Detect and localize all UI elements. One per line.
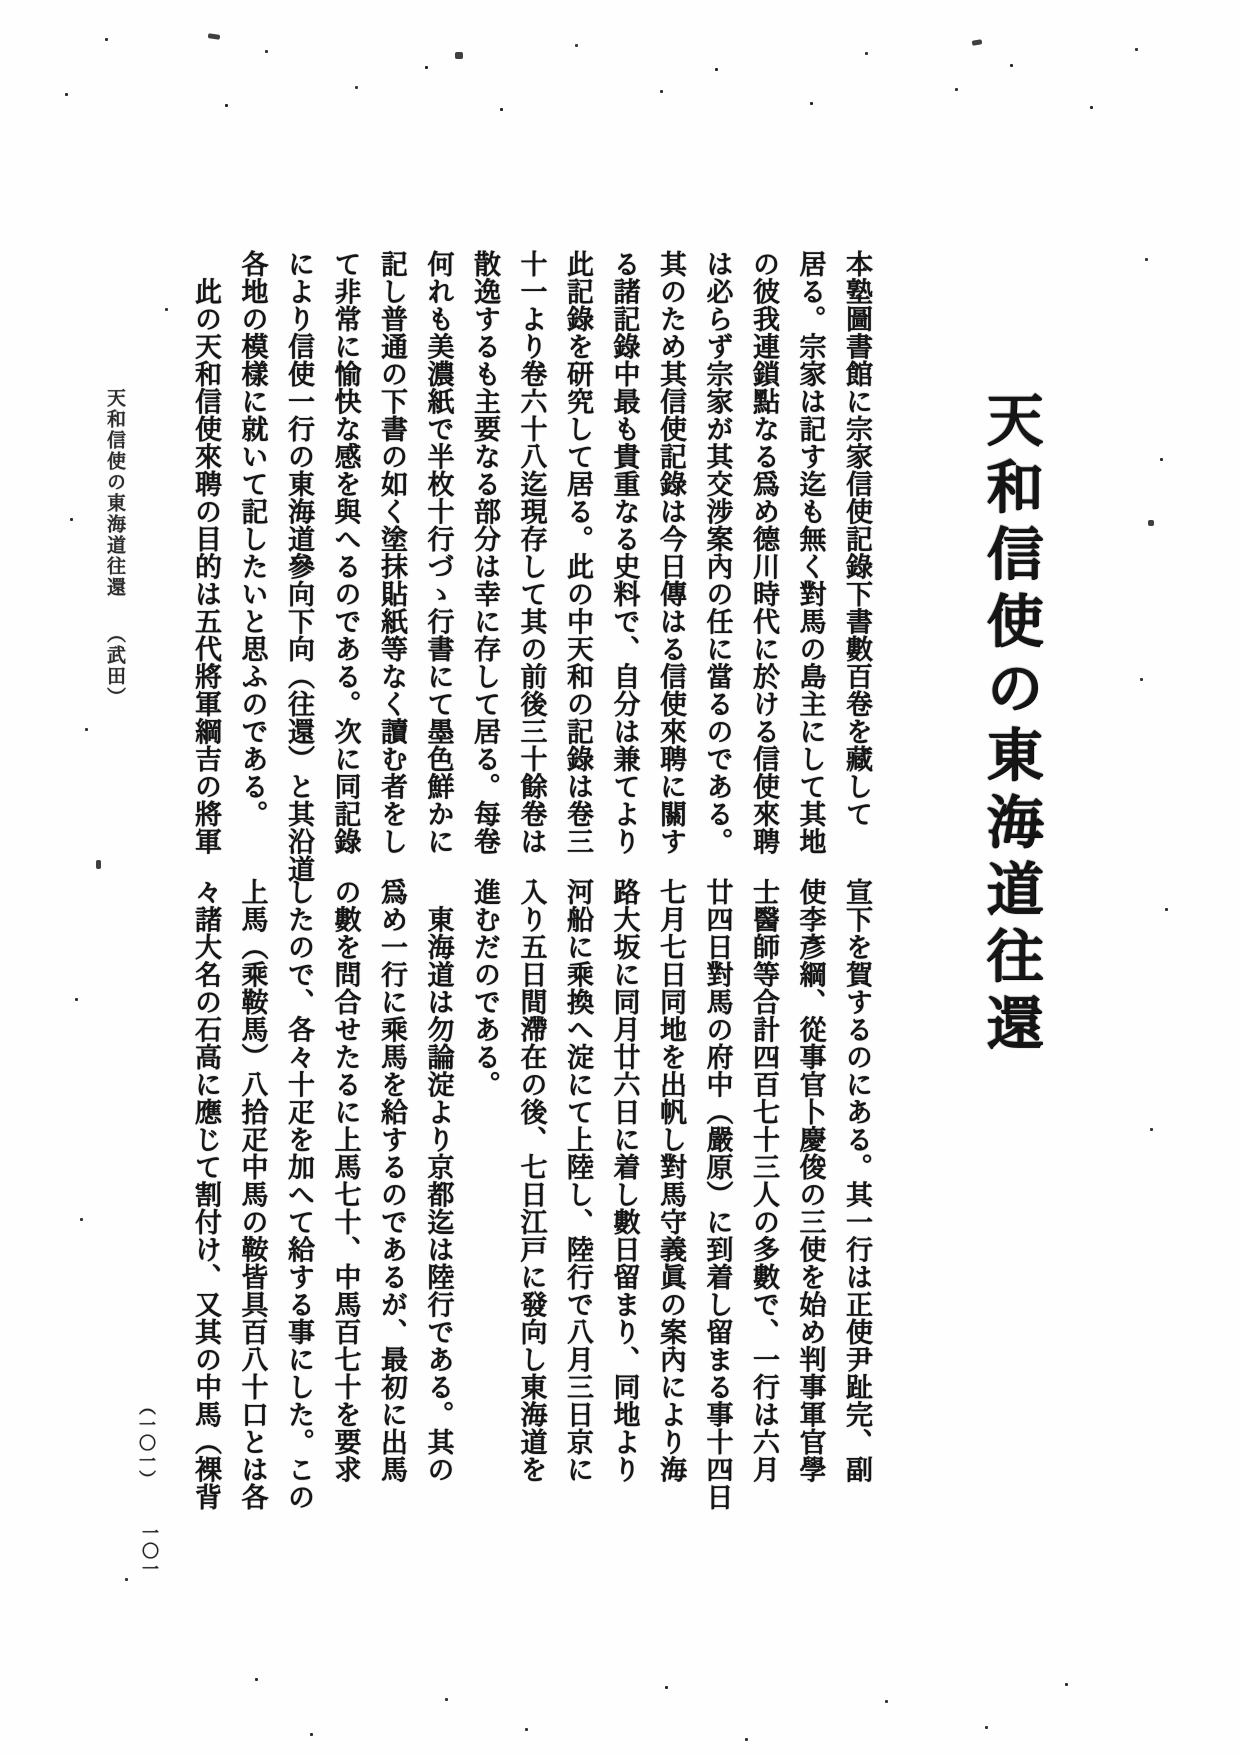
text-block-lower [178, 878, 880, 1583]
text-column: 河船に乘換へ淀にて上陸し、陸行で八月三日京に [563, 878, 593, 1483]
text-column: 廿四日對馬の府中（嚴原）に到着し留まる事十四日 [702, 878, 733, 1511]
text-column: 上馬（乘鞍馬）八拾疋中馬の鞍皆具百八十口とは各 [237, 878, 268, 1511]
text-column: により信使一行の東海道參向下向（往還）と其沿道 [284, 250, 314, 883]
page-number-inner: 一〇一 [139, 1524, 158, 1578]
text-column: 居る。宗家は記す迄も無く對馬の島主にして其地 [795, 250, 826, 855]
text-column: 本塾圖書館に宗家信使記錄下書數百卷を藏して [842, 250, 872, 828]
text-column: 士醫師等合計四百七十三人の多數で、一行は六月 [749, 878, 779, 1483]
text-column: 宣下を賀するのにある。其一行は正使尹趾完、副 [842, 878, 872, 1483]
text-column: 十一より卷六十八迄現存して其の前後三十餘卷は [516, 250, 547, 855]
author-label: （武田） [104, 624, 125, 708]
text-column: る諸記錄中最も貴重なる史料で、自分は兼てより [609, 250, 640, 855]
text-column: 進むだのである。 [470, 878, 500, 1098]
text-column: 散逸するも主要なる部分は幸に存して居る。每卷 [470, 250, 500, 855]
running-title [101, 388, 128, 848]
text-column: 各地の模樣に就いて記したいと思ふのである。 [237, 250, 268, 828]
text-column: 路大坂に同月廿六日に着し數日留まり、同地より [609, 878, 640, 1483]
scan-smudge [96, 860, 101, 869]
scan-noise [105, 38, 108, 41]
scan-smudge [208, 33, 221, 40]
text-block-upper [178, 250, 880, 905]
text-column: の彼我連鎖點なる爲め德川時代に於ける信使來聘 [749, 250, 779, 855]
text-column: て非常に愉快な感を與へるのである。次に同記錄 [330, 250, 361, 855]
running-title-text: 天和信使の東海道往還 [104, 388, 125, 598]
text-column: 使李彥綱、從事官卜慶俊の三使を始め判事軍官學 [795, 878, 826, 1483]
scan-smudge [1148, 520, 1154, 526]
text-column: 記し普通の下書の如く塗抹貼紙等なく讀む者をし [377, 250, 407, 855]
text-column: は必らず宗家が其交涉案內の任に當るのである。 [702, 250, 733, 855]
text-column: 其のため其信使記錄は今日傳はる信使來聘に關す [656, 250, 686, 855]
text-column: の數を問合せたるに上馬七十、中馬百七十を要求 [330, 878, 361, 1483]
text-column: 東海道は勿論淀より京都迄は陸行である。其の [423, 878, 454, 1483]
scan-smudge [455, 52, 463, 59]
text-column: 入り五日間滯在の後、七日江戸に發向し東海道を [516, 878, 547, 1483]
text-column: 爲め一行に乘馬を給するのであるが、最初に出馬 [377, 878, 407, 1483]
text-column: したので、各々十疋を加へて給する事にした。この [284, 878, 314, 1511]
scan-smudge [972, 39, 983, 46]
text-column: 何れも美濃紙で半枚十行づゝ行書にて墨色鮮かに [423, 250, 454, 855]
text-column: 此の天和信使來聘の目的は五代將軍綱吉の將軍 [191, 250, 221, 855]
text-column: 々諸大名の石高に應じて割付け、又其の中馬（裸背 [191, 878, 221, 1511]
text-column: 七月七日同地を出帆し對馬守義眞の案內により海 [656, 878, 686, 1483]
article-title: 天和信使の東海道往還 [978, 390, 1041, 1060]
text-column: 此記錄を研究して居る。此の中天和の記錄は卷三 [563, 250, 593, 855]
page-number-outer: （一〇一） [136, 1398, 155, 1488]
